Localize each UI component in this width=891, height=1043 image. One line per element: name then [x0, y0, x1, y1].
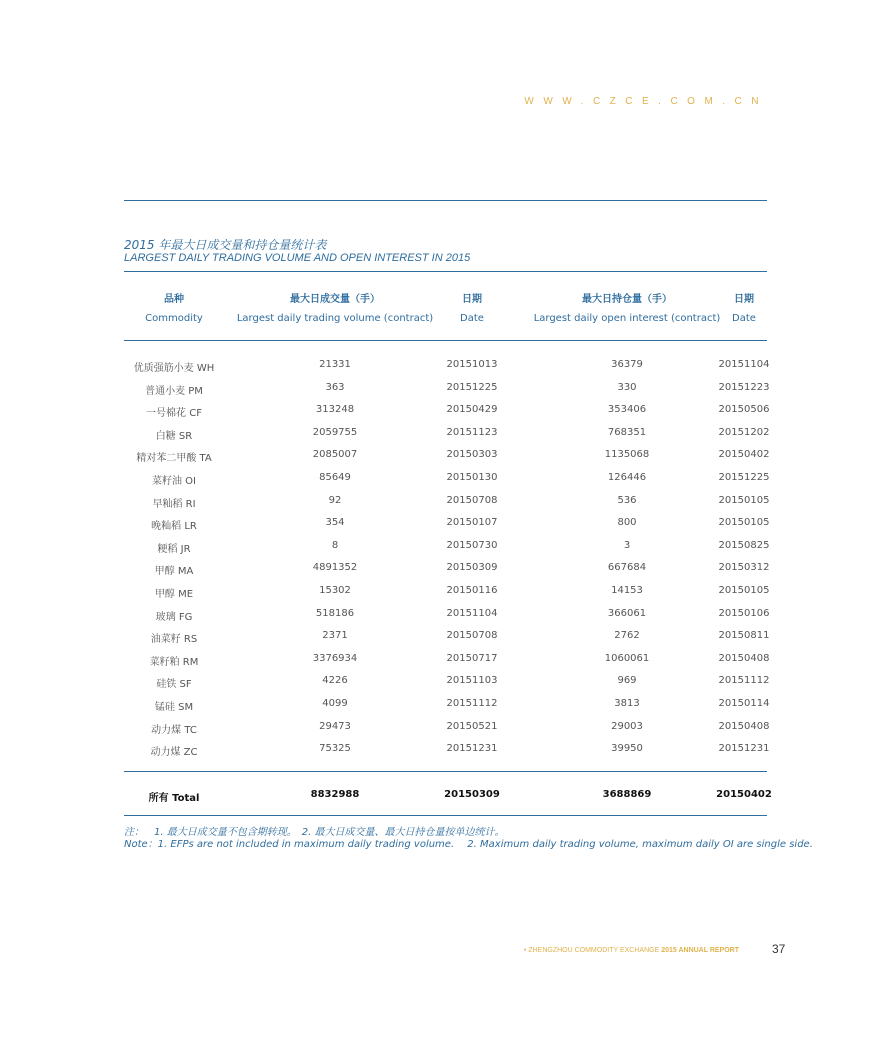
- cell-volume-date: 20150303: [446, 449, 498, 461]
- cell-commodity: 白糖 SR: [155, 430, 193, 442]
- table-row: [0, 404, 891, 426]
- cell-oi-date: 20150114: [718, 698, 770, 709]
- cell-oi-date: 20150105: [718, 517, 770, 529]
- table-row: [0, 743, 891, 765]
- cell-oi-date: 20150408: [718, 652, 770, 664]
- cell-volume-date: 20150429: [446, 404, 498, 416]
- cell-volume-date: 20151103: [446, 675, 498, 687]
- cell-open-interest: 330: [617, 381, 637, 393]
- cell-commodity: 玻璃 FG: [155, 611, 193, 623]
- cell-commodity: 菜籽油 OI: [152, 476, 196, 487]
- cell-commodity: 精对苯二甲酸 TA: [136, 453, 212, 465]
- cell-volume-date: 20151123: [446, 426, 498, 438]
- cell-oi-date: 20150825: [718, 539, 770, 551]
- cell-oi-date: 20150312: [718, 562, 770, 574]
- cell-open-interest: 36379: [611, 359, 643, 370]
- cell-volume-date: 20150717: [446, 652, 498, 664]
- table-row: [0, 495, 891, 517]
- table-row: [0, 630, 891, 652]
- table-row: [0, 449, 891, 471]
- cell-volume: 92: [328, 494, 342, 506]
- col-commodity-zh: 品种: [164, 294, 184, 305]
- cell-commodity: 锰硅 SM: [154, 702, 194, 713]
- cell-volume: 313248: [315, 404, 355, 416]
- cell-oi-date: 20150811: [718, 630, 770, 642]
- cell-open-interest: 800: [617, 517, 637, 529]
- page-number: 37: [772, 942, 786, 956]
- cell-open-interest: 768351: [607, 426, 647, 438]
- table-title-en: LARGEST DAILY TRADING VOLUME AND OPEN INTEREST IN 2015: [124, 252, 471, 264]
- col-volume-en: Largest daily trading volume (contract): [236, 313, 434, 324]
- table-row: [0, 540, 891, 562]
- cell-volume: 85649: [319, 472, 351, 483]
- cell-volume: 75325: [319, 743, 351, 755]
- col-date1-zh: 日期: [462, 294, 482, 305]
- cell-commodity: 油菜籽 RS: [150, 634, 198, 646]
- cell-volume-date: 20151225: [446, 381, 498, 393]
- cell-oi-date: 20150408: [718, 720, 770, 732]
- cell-commodity: 晚籼稻 LR: [151, 521, 197, 533]
- total-oi-date: 20150402: [716, 789, 772, 800]
- cell-volume: 518186: [315, 607, 355, 619]
- col-date2-en: Date: [732, 313, 756, 324]
- table-row: [0, 675, 891, 697]
- cell-oi-date: 20150105: [718, 585, 770, 596]
- total-row: [0, 789, 891, 811]
- cell-oi-date: 20151104: [718, 359, 770, 370]
- cell-volume-date: 20150116: [446, 585, 498, 596]
- cell-commodity: 甲醇 ME: [154, 589, 194, 600]
- col-oi-en: Largest daily open interest (contract): [533, 313, 721, 324]
- cell-oi-date: 20151225: [718, 472, 770, 483]
- cell-commodity: 普通小麦 PM: [145, 385, 203, 397]
- col-volume-zh: 最大日成交量（手）: [290, 294, 380, 305]
- cell-oi-date: 20150105: [718, 494, 770, 506]
- cell-volume-date: 20150130: [446, 472, 498, 483]
- cell-open-interest: 126446: [607, 472, 647, 483]
- table-title-zh: 2015 年最大日成交量和持仓量统计表: [124, 238, 327, 252]
- cell-open-interest: 39950: [611, 743, 643, 755]
- cell-open-interest: 14153: [611, 585, 643, 596]
- cell-oi-date: 20151223: [718, 381, 770, 393]
- cell-volume-date: 20150708: [446, 494, 498, 506]
- table-bottom-rule: [124, 815, 767, 816]
- cell-commodity: 早籼稻 RI: [152, 498, 196, 510]
- cell-volume: 2085007: [312, 449, 358, 461]
- total-oi: 3688869: [602, 789, 652, 800]
- cell-open-interest: 536: [617, 494, 637, 506]
- cell-volume-date: 20150708: [446, 630, 498, 642]
- cell-open-interest: 29003: [611, 720, 643, 732]
- cell-open-interest: 969: [617, 675, 637, 687]
- cell-volume: 3376934: [312, 652, 358, 664]
- table-row: [0, 517, 891, 539]
- cell-oi-date: 20150506: [718, 404, 770, 416]
- cell-volume-date: 20151231: [446, 743, 498, 755]
- cell-volume: 8: [331, 539, 339, 551]
- table-top-rule: [124, 271, 767, 272]
- total-label: 所有 Total: [148, 793, 200, 804]
- cell-volume-date: 20151112: [446, 698, 498, 709]
- cell-commodity: 甲醇 MA: [154, 566, 194, 578]
- top-divider: [124, 200, 767, 201]
- table-row: [0, 359, 891, 381]
- cell-open-interest: 667684: [607, 562, 647, 574]
- cell-volume: 363: [325, 381, 345, 393]
- cell-oi-date: 20151202: [718, 426, 770, 438]
- total-volume-date: 20150309: [444, 789, 500, 800]
- cell-open-interest: 1135068: [604, 449, 650, 461]
- cell-volume: 2371: [322, 630, 348, 642]
- footer-text: [524, 947, 739, 954]
- cell-volume-date: 20150730: [446, 539, 498, 551]
- note-zh: 注： 1. 最大日成交量不包含期转现。 2. 最大日成交量、最大日持仓量按单边统计。: [124, 827, 505, 838]
- cell-open-interest: 1060061: [604, 652, 650, 664]
- note-en: Note：1. EFPs are not included in maximum daily trading volume. 2. Maximum daily trading volume, maximum daily OI are single side.: [124, 839, 813, 850]
- cell-volume: 4226: [322, 675, 348, 687]
- table-row: [0, 608, 891, 630]
- table-row: [0, 382, 891, 404]
- cell-volume: 354: [325, 517, 345, 529]
- cell-volume-date: 20150521: [446, 720, 498, 732]
- cell-volume: 15302: [319, 585, 351, 596]
- cell-oi-date: 20150106: [718, 607, 770, 619]
- cell-commodity: 动力煤 ZC: [150, 747, 198, 759]
- cell-open-interest: 3813: [614, 698, 640, 709]
- col-commodity-en: Commodity: [145, 313, 203, 324]
- table-row: [0, 653, 891, 675]
- footer-exchange: • ZHENGZHOU COMMODITY EXCHANGE: [523, 947, 662, 954]
- cell-open-interest: 3: [623, 539, 631, 551]
- cell-volume: 4099: [322, 698, 348, 709]
- table-row: [0, 427, 891, 449]
- cell-volume: 4891352: [312, 562, 358, 574]
- cell-oi-date: 20151112: [718, 675, 770, 687]
- cell-commodity: 菜籽粕 RM: [149, 656, 199, 668]
- total-top-rule: [124, 771, 767, 772]
- col-date2-zh: 日期: [734, 294, 754, 305]
- col-date1-en: Date: [460, 313, 484, 324]
- cell-open-interest: 366061: [607, 607, 647, 619]
- cell-open-interest: 2762: [614, 630, 640, 642]
- cell-commodity: 硅铁 SF: [156, 679, 192, 691]
- cell-volume-date: 20150107: [446, 517, 498, 529]
- table-row: [0, 472, 891, 494]
- cell-volume: 21331: [319, 359, 351, 370]
- footer-report: 2015 ANNUAL REPORT: [661, 947, 739, 954]
- cell-volume: 29473: [319, 720, 351, 732]
- cell-commodity: 优质强筋小麦 WH: [133, 363, 215, 374]
- website-url: WWW.CZCE.COM.CN: [524, 96, 768, 107]
- table-row: [0, 585, 891, 607]
- cell-open-interest: 353406: [607, 404, 647, 416]
- cell-volume-date: 20151104: [446, 607, 498, 619]
- table-row: [0, 698, 891, 720]
- col-oi-zh: 最大日持仓量（手）: [582, 294, 672, 305]
- cell-commodity: 粳稻 JR: [157, 543, 191, 555]
- table-row: [0, 721, 891, 743]
- cell-commodity: 一号棉花 CF: [146, 408, 202, 420]
- cell-volume-date: 20150309: [446, 562, 498, 574]
- header-bottom-rule: [124, 340, 767, 341]
- cell-commodity: 动力煤 TC: [151, 724, 197, 736]
- cell-volume-date: 20151013: [446, 359, 498, 370]
- total-volume: 8832988: [310, 789, 360, 800]
- cell-oi-date: 20150402: [718, 449, 770, 461]
- cell-oi-date: 20151231: [718, 743, 770, 755]
- table-row: [0, 562, 891, 584]
- cell-volume: 2059755: [312, 426, 358, 438]
